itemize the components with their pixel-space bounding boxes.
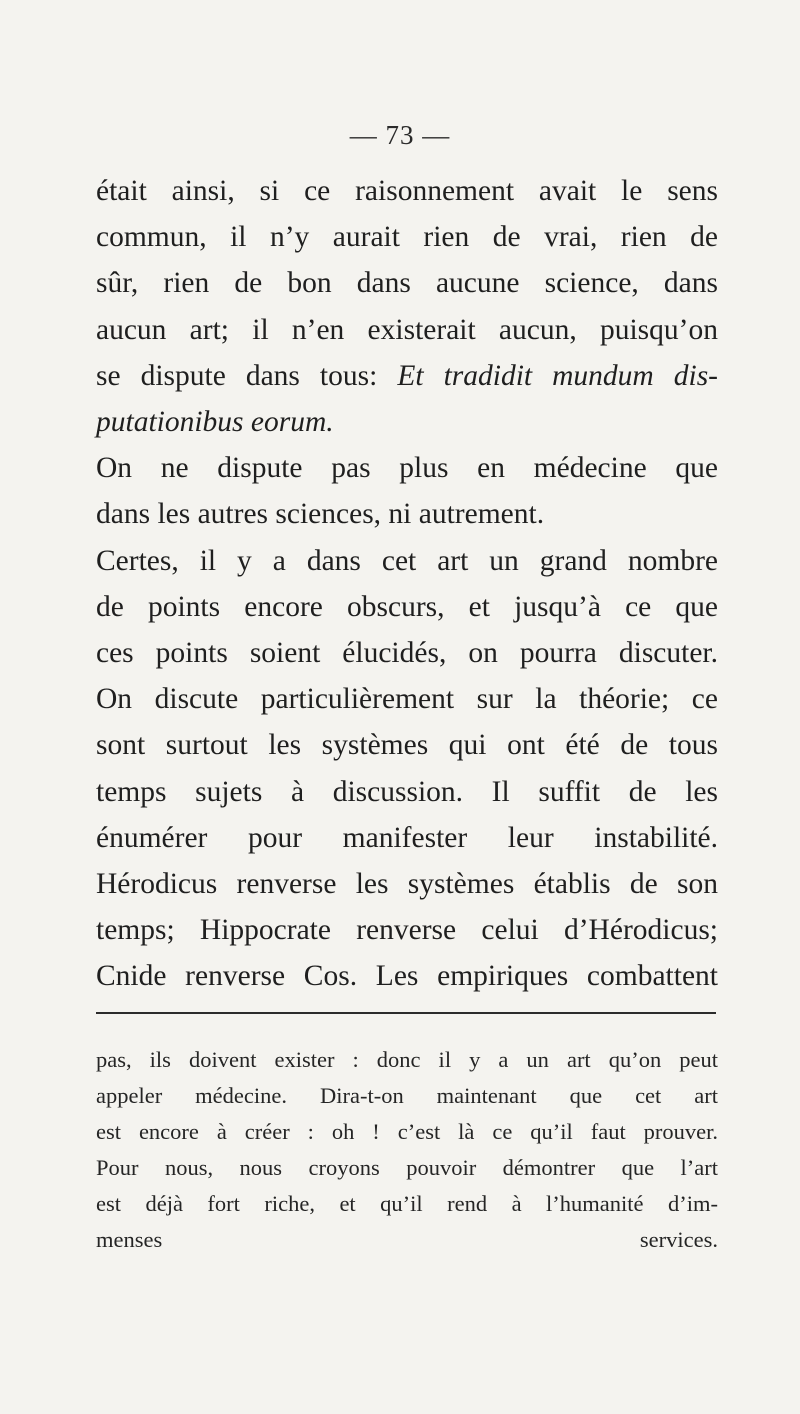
text-line: commun, il n’y aurait rien de vrai, rien de — [96, 221, 718, 254]
text-line: sont surtout les systèmes qui ont été de tous — [96, 729, 718, 762]
footnote-line: appeler médecine. Dira-t-on maintenant que cet art — [96, 1083, 718, 1108]
footnote-line: pas, ils doivent exister : donc il y a un art qu’on peut — [96, 1047, 718, 1072]
text-line: dans les autres sciences, ni autrement. — [96, 498, 545, 531]
latin-quote: Et tradidit mundum dis- — [397, 359, 718, 392]
text-line: Cnide renverse Cos. Les empiriques combattent — [96, 960, 718, 993]
text-line-start: se dispute dans tous: — [96, 359, 378, 392]
text-line: temps; Hippocrate renverse celui d’Hérodicus; — [96, 914, 718, 947]
footnote-divider — [96, 1012, 716, 1014]
text-line-with-latin — [96, 353, 718, 399]
footnote-line: est encore à créer : oh ! c’est là ce qu’il faut prouver. — [96, 1119, 718, 1144]
text-line: énumérer pour manifester leur instabilité. — [96, 821, 718, 854]
text-line: sûr, rien de bon dans aucune science, dans — [96, 267, 718, 300]
text-line: On discute particulièrement sur la théorie; ce — [96, 683, 718, 716]
latin-quote-end: putationibus eorum. — [96, 406, 334, 439]
text-line: temps sujets à discussion. Il suffit de les — [96, 775, 718, 808]
footnote-line: est déjà fort riche, et qu’il rend à l’humanité d’im- — [96, 1191, 718, 1216]
main-text — [96, 168, 718, 1000]
footnote-line: Pour nous, nous croyons pouvoir démontrer que l’art — [96, 1155, 718, 1180]
text-line: ces points soient élucidés, on pourra discuter. — [96, 637, 718, 670]
text-line: était ainsi, si ce raisonnement avait le sens — [96, 175, 718, 207]
text-line: de points encore obscurs, et jusqu’à ce que — [96, 590, 718, 623]
text-line: Hérodicus renverse les systèmes établis de son — [96, 868, 718, 901]
text-line: On ne dispute pas plus en médecine que — [96, 452, 718, 485]
footnote-line: menses services. — [96, 1227, 718, 1252]
page-number: — 73 — — [349, 120, 451, 150]
text-line: aucun art; il n’en existerait aucun, puisqu’on — [96, 313, 718, 346]
footnote — [96, 1042, 718, 1258]
text-line: Certes, il y a dans cet art un grand nombre — [96, 544, 718, 577]
